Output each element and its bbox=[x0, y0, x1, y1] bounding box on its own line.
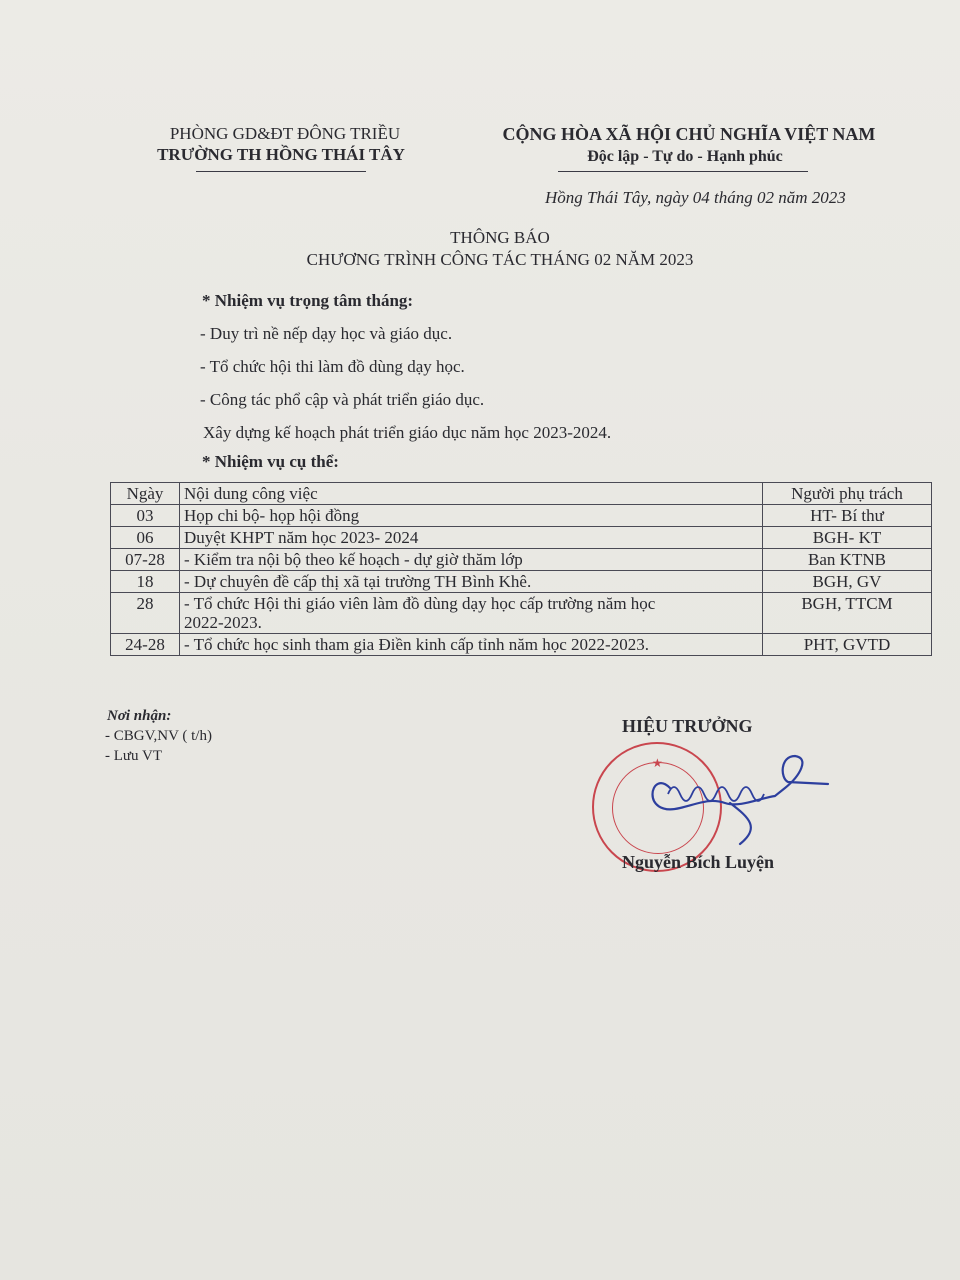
row-owner: PHT, GVTD bbox=[763, 634, 932, 656]
row-day: 28 bbox=[111, 593, 180, 634]
row-content: - Tổ chức học sinh tham gia Điền kinh cấp tỉnh năm học 2022-2023. bbox=[180, 634, 763, 656]
row-day: 24-28 bbox=[111, 634, 180, 656]
table-row bbox=[111, 593, 932, 634]
focus-item: - Công tác phổ cập và phát triển giáo dục. bbox=[200, 390, 485, 409]
principal-name: Nguyễn Bích Luyện bbox=[622, 852, 775, 872]
row-owner: BGH, TTCM bbox=[763, 593, 932, 634]
table-row bbox=[111, 527, 932, 549]
row-day: 07-28 bbox=[111, 549, 180, 571]
row-day: 03 bbox=[111, 505, 180, 527]
schedule-table bbox=[110, 482, 932, 656]
row-owner: Ban KTNB bbox=[763, 549, 932, 571]
recipient-item: - CBGV,NV ( t/h) bbox=[105, 728, 212, 744]
handwritten-signature bbox=[610, 748, 840, 848]
row-content: - Kiểm tra nội bộ theo kế hoạch - dự giờ thăm lớp bbox=[180, 549, 763, 571]
focus-item: - Tổ chức hội thi làm đồ dùng dạy học. bbox=[200, 357, 465, 376]
table-row bbox=[111, 549, 932, 571]
star-icon: ★ bbox=[652, 756, 663, 770]
notice-title: THÔNG BÁO bbox=[450, 228, 550, 247]
row-content bbox=[180, 593, 763, 634]
row-owner: BGH- KT bbox=[763, 527, 932, 549]
table-row bbox=[111, 634, 932, 656]
focus-item: - Duy trì nề nếp dạy học và giáo dục. bbox=[200, 324, 453, 343]
national-motto: Độc lập - Tự do - Hạnh phúc bbox=[587, 148, 783, 165]
department-name: PHÒNG GD&ĐT ĐÔNG TRIỀU bbox=[169, 124, 401, 143]
date-line: Hồng Thái Tây, ngày 04 tháng 02 năm 2023 bbox=[545, 188, 846, 207]
row-day: 06 bbox=[111, 527, 180, 549]
table-header-row bbox=[111, 483, 932, 505]
school-name-underline bbox=[196, 171, 366, 172]
row-content: Họp chi bộ- họp hội đồng bbox=[180, 505, 763, 527]
table-row bbox=[111, 571, 932, 593]
row-owner: BGH, GV bbox=[763, 571, 932, 593]
row-content: Duyệt KHPT năm học 2023- 2024 bbox=[180, 527, 763, 549]
motto-underline bbox=[558, 171, 808, 172]
row-content-line: - Tổ chức Hội thi giáo viên làm đồ dùng dạy học cấp trường năm học bbox=[184, 594, 656, 613]
focus-heading: * Nhiệm vụ trọng tâm tháng: bbox=[202, 291, 414, 310]
row-content: - Dự chuyên đề cấp thị xã tại trường TH Bình Khê. bbox=[180, 571, 763, 593]
row-day: 18 bbox=[111, 571, 180, 593]
specific-heading: * Nhiệm vụ cụ thể: bbox=[202, 452, 339, 471]
national-title: CỘNG HÒA XÃ HỘI CHỦ NGHĨA VIỆT NAM bbox=[502, 124, 876, 144]
school-name: TRƯỜNG TH HỒNG THÁI TÂY bbox=[157, 145, 405, 164]
header-content: Nội dung công việc bbox=[180, 483, 763, 505]
row-content-line: 2022-2023. bbox=[184, 613, 262, 632]
header-day: Ngày bbox=[111, 483, 180, 505]
row-owner: HT- Bí thư bbox=[763, 505, 932, 527]
focus-item: Xây dựng kế hoạch phát triển giáo dục năm học 2023-2024. bbox=[203, 423, 612, 442]
header-owner: Người phụ trách bbox=[763, 483, 932, 505]
signature-title: HIỆU TRƯỞNG bbox=[622, 716, 753, 736]
table-row bbox=[111, 505, 932, 527]
notice-subtitle: CHƯƠNG TRÌNH CÔNG TÁC THÁNG 02 NĂM 2023 bbox=[306, 250, 694, 269]
recipient-item: - Lưu VT bbox=[105, 748, 163, 764]
recipients-heading: Nơi nhận: bbox=[107, 708, 172, 724]
